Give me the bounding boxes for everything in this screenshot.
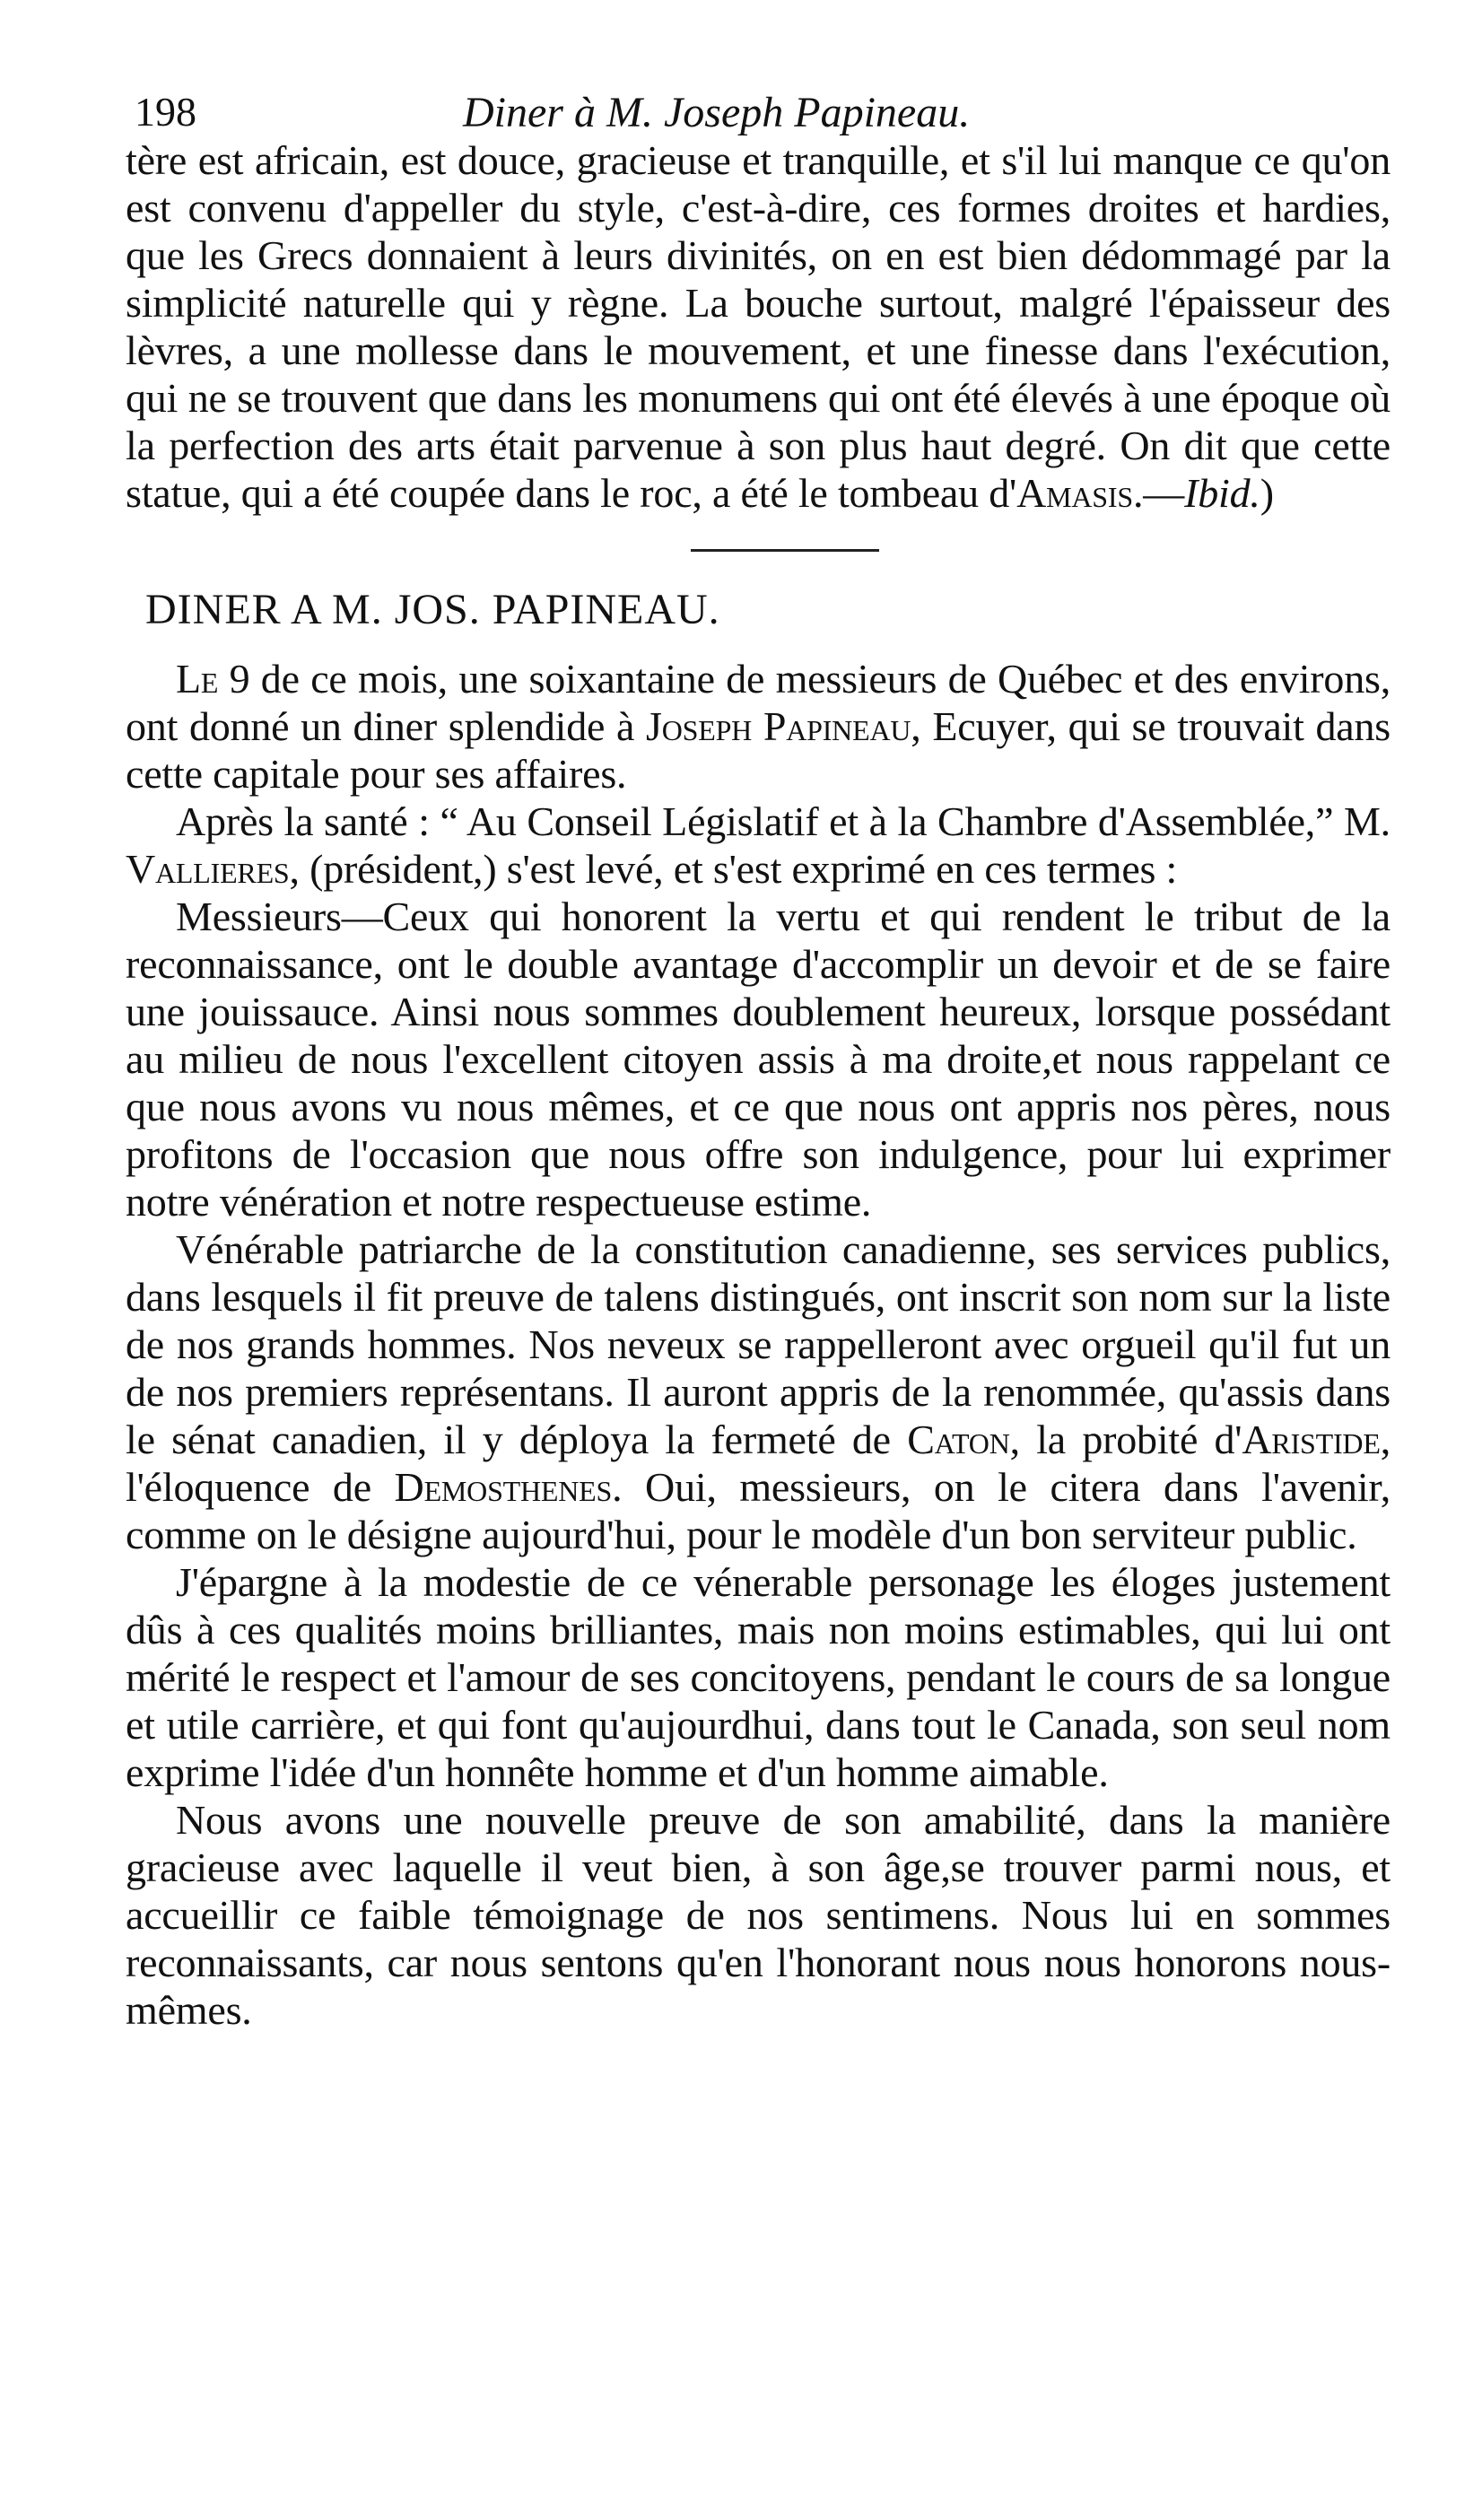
book-page [126,74,1390,2034]
continued-close: ) [1260,470,1274,516]
paragraph-1-text-b: , Ecuyer, qui se trouvait dans cette capitale pour ses affaires. [126,703,1390,797]
paragraph-2-name: Vallieres [126,846,290,892]
paragraph-4-name-caton: Caton [907,1417,1010,1462]
body-text [126,136,1390,2034]
paragraph-4-text-b: , la probité d' [1009,1417,1242,1462]
paragraph-2-text-a: Après la santé : “ Au Conseil Législatif et à la Chambre d'Assemblée,” M. [176,798,1390,844]
running-head [126,74,1390,136]
paragraph-5: J'épargne à la modestie de ce vénerable personage les éloges justement dûs à ces qualités moins brilliantes, mais non moins estimables, qui lui ont mérité le respect et l'amour de ses concitoyens, pendant le cours de sa longue et utile carrière, et qui font qu'aujourdhui, dans tout le Canada, son seul nom exprime l'idée d'un honnête homme et d'un homme aimable. [126,1559,1390,1795]
paragraph-1 [126,655,1390,798]
section-heading: DINER A M. JOS. PAPINEAU. [145,586,720,633]
continued-dash: .— [1132,470,1185,516]
running-title: Diner à M. Joseph Papineau. [463,89,971,136]
paragraph-4-text-a: Vénérable patriarche de la constitution canadienne, ses services publics, dans lesquels il fit preuve de talens distingués, ont inscrit son nom sur la liste de nos grands hommes. Nos neveux se rappelleront avec orgueil qu'il fut un de nos premiers représentans. Il auront appris de la renommée, qu'assis dans le sénat canadien, il y déploya la fermeté de [126,1226,1390,1462]
paragraph-4-name-aristide: Aristide [1242,1417,1381,1462]
continued-source: Ibid. [1184,470,1260,516]
continued-text: tère est africain, est douce, gracieuse et tranquille, et s'il lui manque ce qu'on est convenu d'appeller du style, c'est-à-dire, ces formes droites et hardies, que les Grecs donnaient à leurs divinités, on en est bien dédommagé par la simplicité naturelle qui y règne. La bouche surtout, malgré l'épaisseur des lèvres, a une mollesse dans le mouvement, et une finesse dans l'exécution, qui ne se trouvent que dans les monumens qui ont été élevés à une époque où la perfection des arts était parvenue à son plus haut degré. On dit que cette statue, qui a été coupée dans le roc, a été le tombeau d' [126,137,1390,516]
paragraph-1-name: Joseph Papineau [646,703,911,749]
paragraph-2 [126,798,1390,893]
paragraph-4-text-d: . Oui, messieurs, on le citera dans l'avenir, comme on le désigne aujourd'hui, pour le modèle d'un bon serviteur public. [126,1464,1390,1557]
continued-name: Amasis [1016,470,1133,516]
continued-paragraph [126,136,1390,517]
paragraph-2-text-b: , (président,) s'est levé, et s'est exprimé en ces termes : [289,846,1178,892]
section-divider [691,549,879,552]
paragraph-6: Nous avons une nouvelle preuve de son amabilité, dans la manière gracieuse avec laquelle il veut bien, à son âge,se trouver parmi nous, et accueillir ce faible témoignage de nos sentimens. Nous lui en sommes reconnaissants, car nous sentons qu'en l'honorant nous nous honorons nous-mêmes. [126,1797,1390,2033]
paragraph-4-name-demosthenes: Demosthenes [394,1464,613,1510]
paragraph-1-text-a: 9 de ce mois, une soixantaine de messieurs de Québec et des environs, ont donné un diner splendide à [126,656,1390,749]
paragraph-4-text-c: , l'éloquence de [126,1417,1390,1510]
page-number: 198 [135,89,196,135]
paragraph-1-lead: Le [176,656,219,702]
paragraph-4 [126,1225,1390,1558]
paragraph-3: Messieurs—Ceux qui honorent la vertu et qui rendent le tribut de la reconnaissance, ont le double avantage d'accomplir un devoir et de se faire une jouissauce. Ainsi nous sommes doublement heureux, lorsque possédant au milieu de nous l'excellent citoyen assis à ma droite,et nous rappelant ce que nous avons vu nous mêmes, et ce que nous ont appris nos pères, nous profitons de l'occasion que nous offre son indulgence, pour lui exprimer notre vénération et notre respectueuse estime. [126,894,1390,1225]
